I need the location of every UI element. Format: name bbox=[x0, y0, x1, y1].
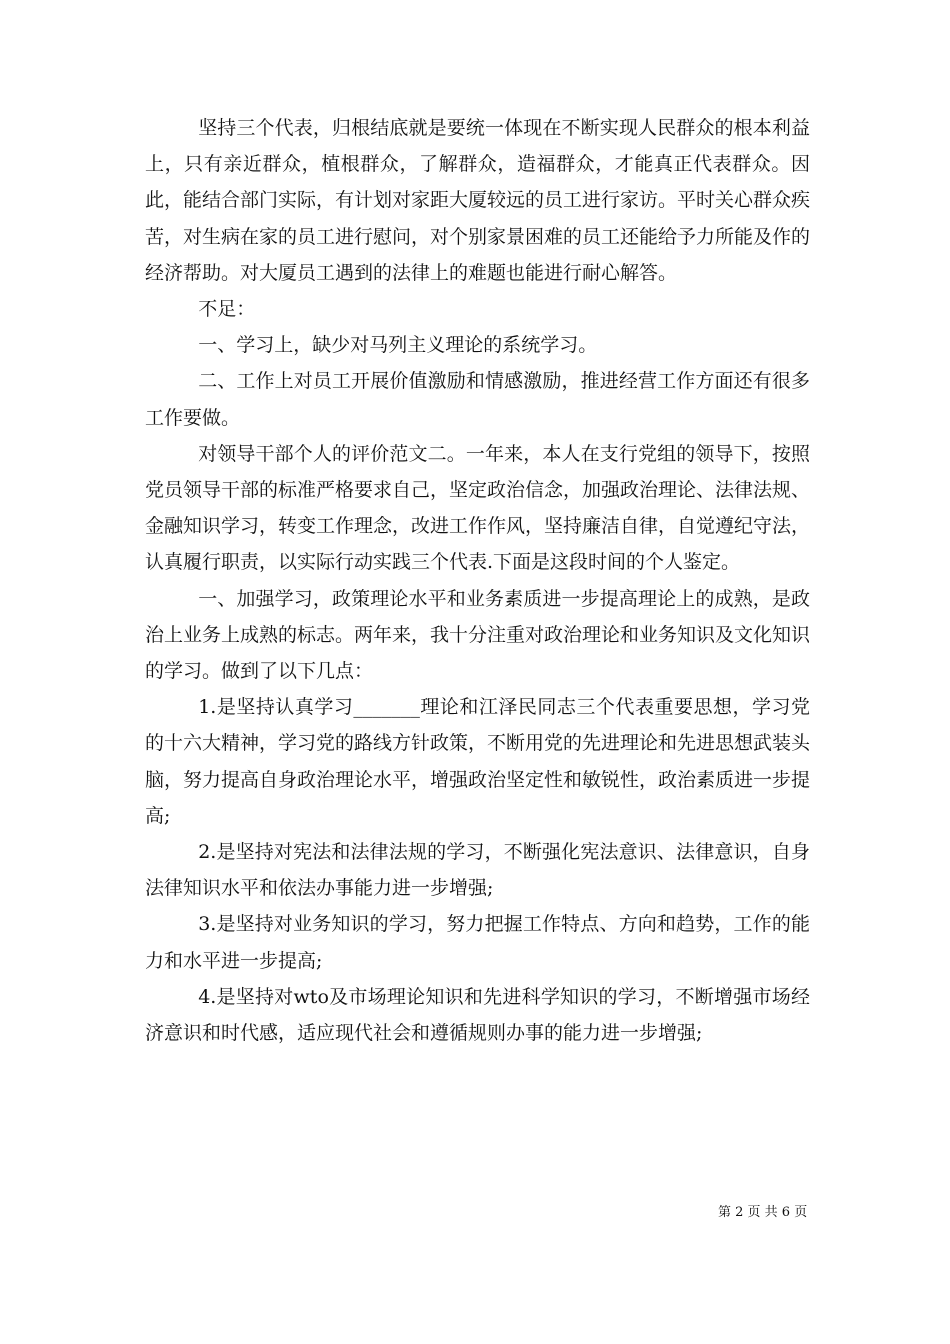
paragraph-shortcoming-work: 二、工作上对员工开展价值激励和情感激励，推进经营工作方面还有很多工作要做。 bbox=[145, 370, 810, 429]
paragraph-point-1: 1.是坚持认真学习_______理论和江泽民同志三个代表重要思想，学习党的十六大精神，学习党的路线方针政策，不断用党的先进理论和先进思想武装头脑，努力提高自身政治理论水平，增强政治坚定性和敏锐性，政治素质进一步提高; bbox=[145, 696, 811, 827]
paragraph-point-4: 4.是坚持对wto及市场理论知识和先进科学知识的学习，不断增强市场经济意识和时代感，适应现代社会和遵循规则办事的能力进一步增强; bbox=[145, 985, 810, 1045]
paragraph-point-2: 2.是坚持对宪法和法律法规的学习，不断强化宪法意识、法律意识，自身法律知识水平和依法办事能力进一步增强; bbox=[145, 841, 810, 900]
paragraph-sample-two-intro: 对领导干部个人的评价范文二。一年来，本人在支行党组的领导下，按照党员领导干部的标准严格要求自己，坚定政治信念，加强政治理论、法律法规、金融知识学习，转变工作理念，改进工作作风，坚持廉洁自律，自觉遵纪守法，认真履行职责，以实际行动实践三个代表.下面是这段时间的个人鉴定。 bbox=[145, 442, 811, 574]
paragraph-represent-masses: 坚持三个代表，归根结底就是要统一体现在不断实现人民群众的根本利益上，只有亲近群众，植根群众，了解群众，造福群众，才能真正代表群众。因此，能结合部门实际，有计划对家距大厦较远的员工进行家访。平时关心群众疾苦，对生病在家的员工进行慰问，对个别家景困难的员工还能给予力所能及作的经济帮助。对大厦员工遇到的法律上的难题也能进行耐心解答。 bbox=[145, 117, 811, 284]
paragraph-strengthen-study: 一、加强学习，政策理论水平和业务素质进一步提高理论上的成熟，是政治上业务上成熟的标志。两年来，我十分注重对政治理论和业务知识及文化知识的学习。做到了以下几点： bbox=[145, 587, 811, 683]
page-number: 第 2 页 共 6 页 bbox=[718, 1205, 808, 1220]
document-body bbox=[145, 110, 810, 1051]
paragraph-shortcomings-heading: 不足： bbox=[198, 298, 256, 321]
paragraph-point-3: 3.是坚持对业务知识的学习，努力把握工作特点、方向和趋势，工作的能力和水平进一步提高; bbox=[145, 913, 810, 972]
paragraph-shortcoming-study: 一、学习上，缺少对马列主义理论的系统学习。 bbox=[198, 334, 598, 357]
